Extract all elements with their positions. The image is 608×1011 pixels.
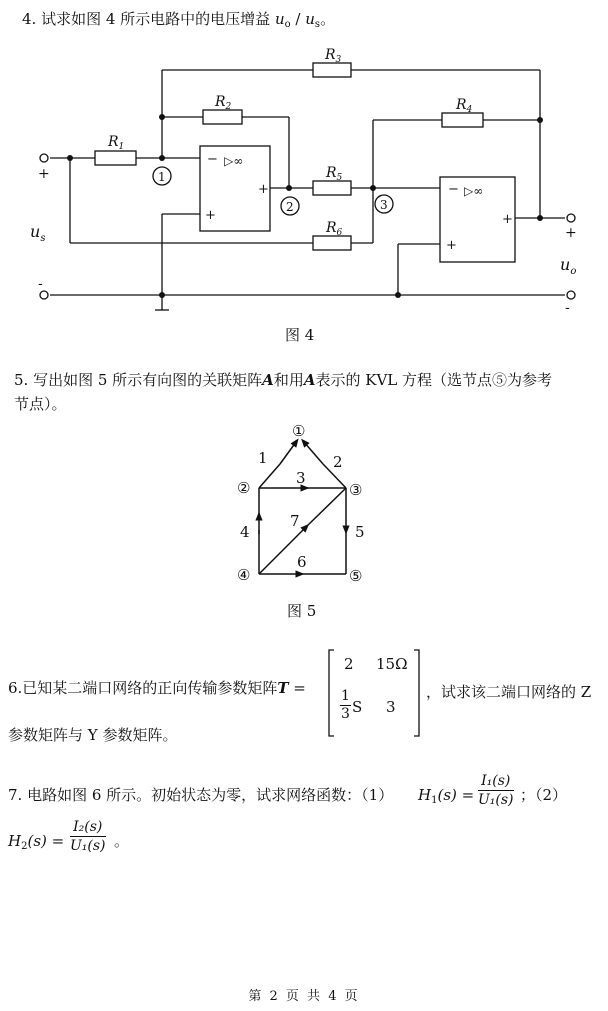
h2-numerator: I₂(s) <box>70 818 106 837</box>
node-1-label: 1 <box>158 170 166 184</box>
matrix-a22: 3 <box>386 698 396 716</box>
h1-arg: (s) = <box>437 786 475 804</box>
matrix-a21-num: 1 <box>341 688 350 704</box>
figure-4-caption: 图 4 <box>285 326 315 344</box>
question-7-text-a: 7. 电路如图 6 所示。初始状态为零，试求网络函数：（1） <box>8 786 394 804</box>
graph-node-5: ⑤ <box>349 567 363 585</box>
graph-node-3: ③ <box>349 481 363 499</box>
matrix-a21-den: 3 <box>341 706 350 722</box>
h1-symbol: H <box>418 786 432 804</box>
edge-label-3: 3 <box>296 469 306 487</box>
h2-symbol: H <box>8 832 22 850</box>
edge-label-2: 2 <box>333 453 343 471</box>
question-4-period: 。 <box>320 10 336 28</box>
equals-sign: = <box>288 679 306 697</box>
opamp1-plus: + <box>205 208 216 223</box>
opamp1-symbol: ▷∞ <box>224 154 244 168</box>
edge-label-1: 1 <box>258 449 268 467</box>
page-footer: 第 2 页 共 4 页 <box>248 989 360 1004</box>
matrix-a12: 15Ω <box>376 655 408 673</box>
question-6-line2: 参数矩阵与 Y 参数矩阵。 <box>8 726 178 744</box>
edge-label-5: 5 <box>355 523 365 541</box>
h1-expression <box>418 784 474 812</box>
opamp1-minus: − <box>207 152 218 167</box>
matrix-a-symbol-2: A <box>303 371 316 389</box>
question-4-text: 4. 试求如图 4 所示电路中的电压增益 <box>22 10 271 28</box>
h1-fraction <box>478 772 514 809</box>
r5-label: $R_5$ <box>326 165 343 183</box>
gain-numerator: u <box>274 10 285 28</box>
gain-denominator: u <box>305 10 315 28</box>
us-label: $u_s$ <box>30 222 46 244</box>
h2-fraction <box>70 818 106 855</box>
matrix-a-symbol: A <box>262 371 274 389</box>
matrix-t-symbol: T <box>277 679 289 697</box>
h2-expression <box>8 830 64 858</box>
input-plus-label: + <box>38 166 50 182</box>
opamp2-minus: − <box>448 182 459 197</box>
opamp2-symbol: ▷∞ <box>464 184 484 198</box>
h2-sub: 2 <box>21 841 28 852</box>
matrix-a21-unit: S <box>352 698 363 716</box>
r3-label: $R_3$ <box>325 47 342 65</box>
h2-denominator: U₁(s) <box>70 838 106 854</box>
r2-label: $R_2$ <box>215 94 232 112</box>
question-6 <box>8 677 306 699</box>
opamp2-plus: + <box>446 238 457 253</box>
r6-label: $R_6$ <box>326 220 343 238</box>
question-7-end: 。 <box>114 832 130 850</box>
question-5-line2: 节点）。 <box>14 395 67 413</box>
h1-denominator: U₁(s) <box>478 792 514 808</box>
edge-1 <box>259 464 280 488</box>
question-6-text-a: 6.已知某二端口网络的正向传输参数矩阵 <box>8 679 278 697</box>
gain-denominator-sub: s <box>314 19 321 30</box>
matrix-a11: 2 <box>344 655 354 673</box>
question-5-text-a: 5. 写出如图 5 所示有向图的关联矩阵 <box>14 371 263 389</box>
h2-arg: (s) = <box>27 832 65 850</box>
opamp2-out-plus: + <box>502 212 513 227</box>
gain-slash: / <box>290 10 306 28</box>
node-2-label: 2 <box>286 200 294 214</box>
figure-5-caption: 图 5 <box>287 602 317 620</box>
graph-node-1: ① <box>292 422 306 440</box>
input-minus-label: - <box>38 276 43 292</box>
graph-node-2: ② <box>237 479 251 497</box>
r4-label: $R_4$ <box>456 97 473 115</box>
opamp1-out-plus: + <box>258 182 269 197</box>
uo-label: $u_o$ <box>560 255 577 277</box>
transmission-matrix <box>328 648 420 738</box>
question-5-text-c: 表示的 KVL 方程（选节点⑤为参考 <box>315 371 553 389</box>
r1-label: $R_1$ <box>108 134 125 152</box>
matrix-a21 <box>340 688 351 723</box>
output-minus-label: - <box>565 300 570 316</box>
gain-numerator-sub: o <box>284 19 291 30</box>
graph-node-4: ④ <box>237 566 251 584</box>
h1-numerator: I₁(s) <box>478 772 514 791</box>
edge-label-4: 4 <box>240 523 250 541</box>
edge-label-6: 6 <box>297 553 307 571</box>
output-plus-label: + <box>565 225 577 241</box>
h1-sub: 1 <box>431 795 438 806</box>
question-5-text-b: 和用 <box>273 371 304 389</box>
question-7-sep: ；（2） <box>520 786 568 804</box>
edge-label-7: 7 <box>290 512 300 530</box>
question-6-text-b: ，试求该二端口网络的 Z <box>426 683 592 701</box>
node-3-label: 3 <box>380 198 388 212</box>
